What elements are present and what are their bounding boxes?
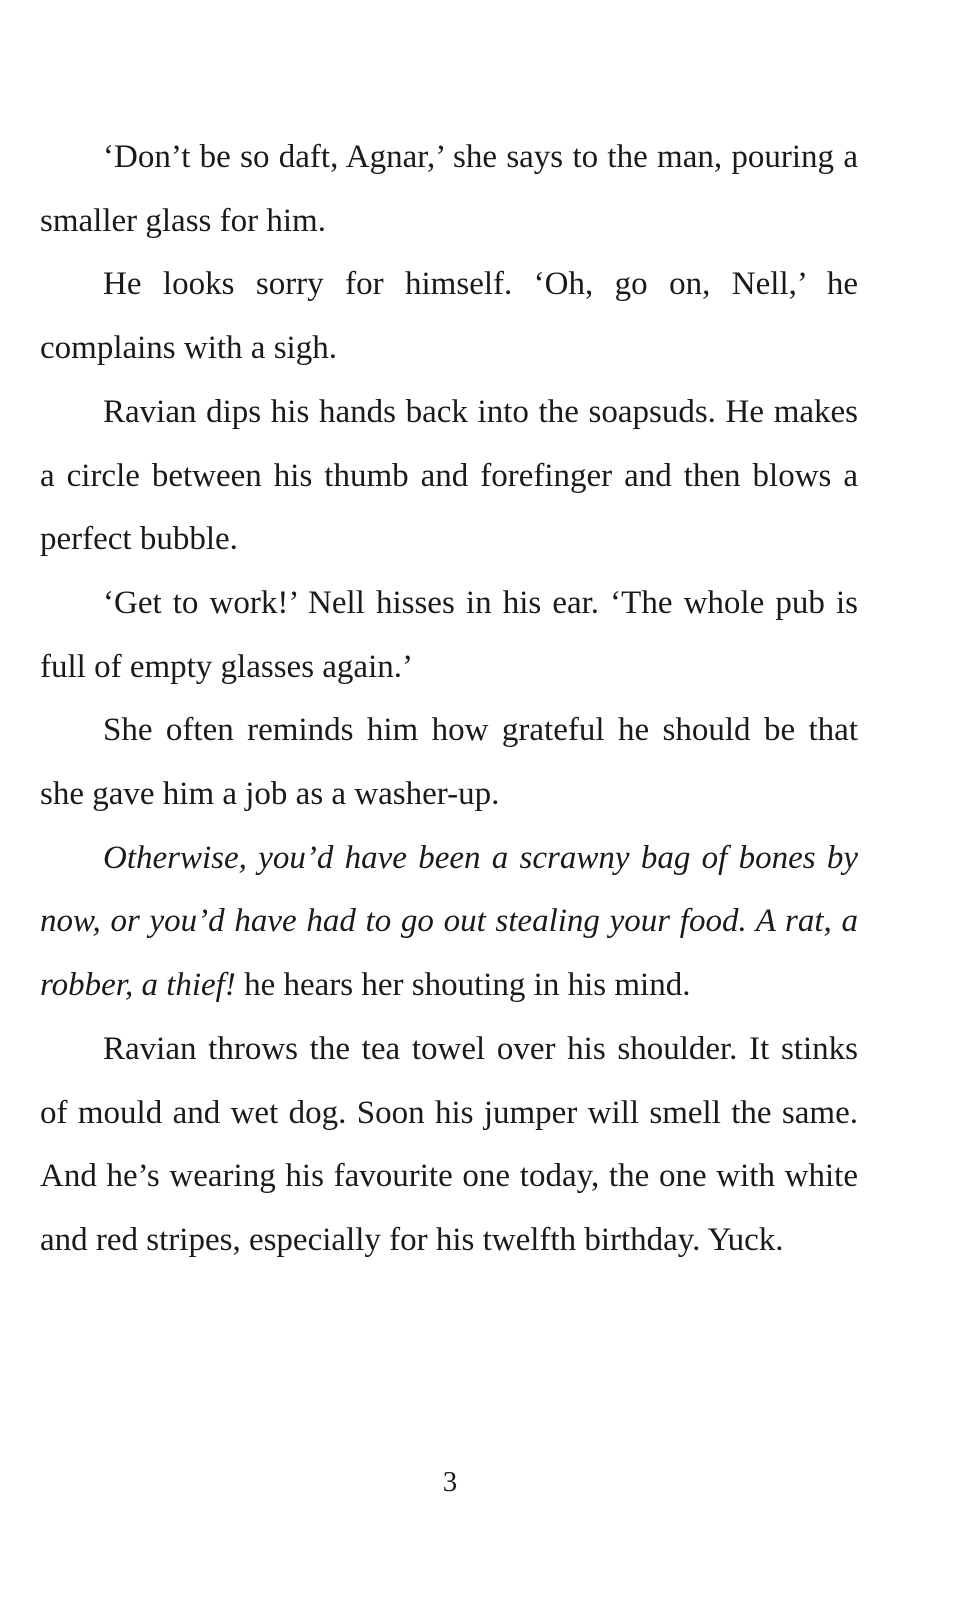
paragraph-1: ‘Don’t be so daft, Agnar,’ she says to the man, pouring a smaller glass for him. <box>40 139 858 239</box>
page-number: 3 <box>442 1466 458 1498</box>
paragraph-5: She often reminds him how grateful he should be that she gave him a job as a washer-up. <box>40 712 858 813</box>
paragraph-4: ‘Get to work!’ Nell hisses in his ear. ‘The whole pub is full of empty glasses again.’ <box>40 584 858 685</box>
paragraph-6 <box>40 827 858 1018</box>
paragraph-7: Ravian throws the tea towel over his shoulder. It stinks of mould and wet dog. Soon his jumper will smell the same. And he’s wearing his favourite one today, the one with white and red stripes, especially for his twelfth birthday. Yuck. <box>40 1030 858 1258</box>
italic-thought: Otherwise, you’d have been a scrawny bag of bones by now, or you’d have had to go out stealing your food. A rat, a robber, a thief! <box>40 839 858 1004</box>
paragraph-3: Ravian dips his hands back into the soapsuds. He makes a circle between his thumb and forefinger and then blows a perfect bubble. <box>40 393 858 558</box>
paragraph-6-tail: he hears her shouting in his mind. <box>235 967 691 1004</box>
page-body <box>40 126 858 1273</box>
paragraph-2: He looks sorry for himself. ‘Oh, go on, Nell,’ he complains with a sigh. <box>40 266 858 367</box>
